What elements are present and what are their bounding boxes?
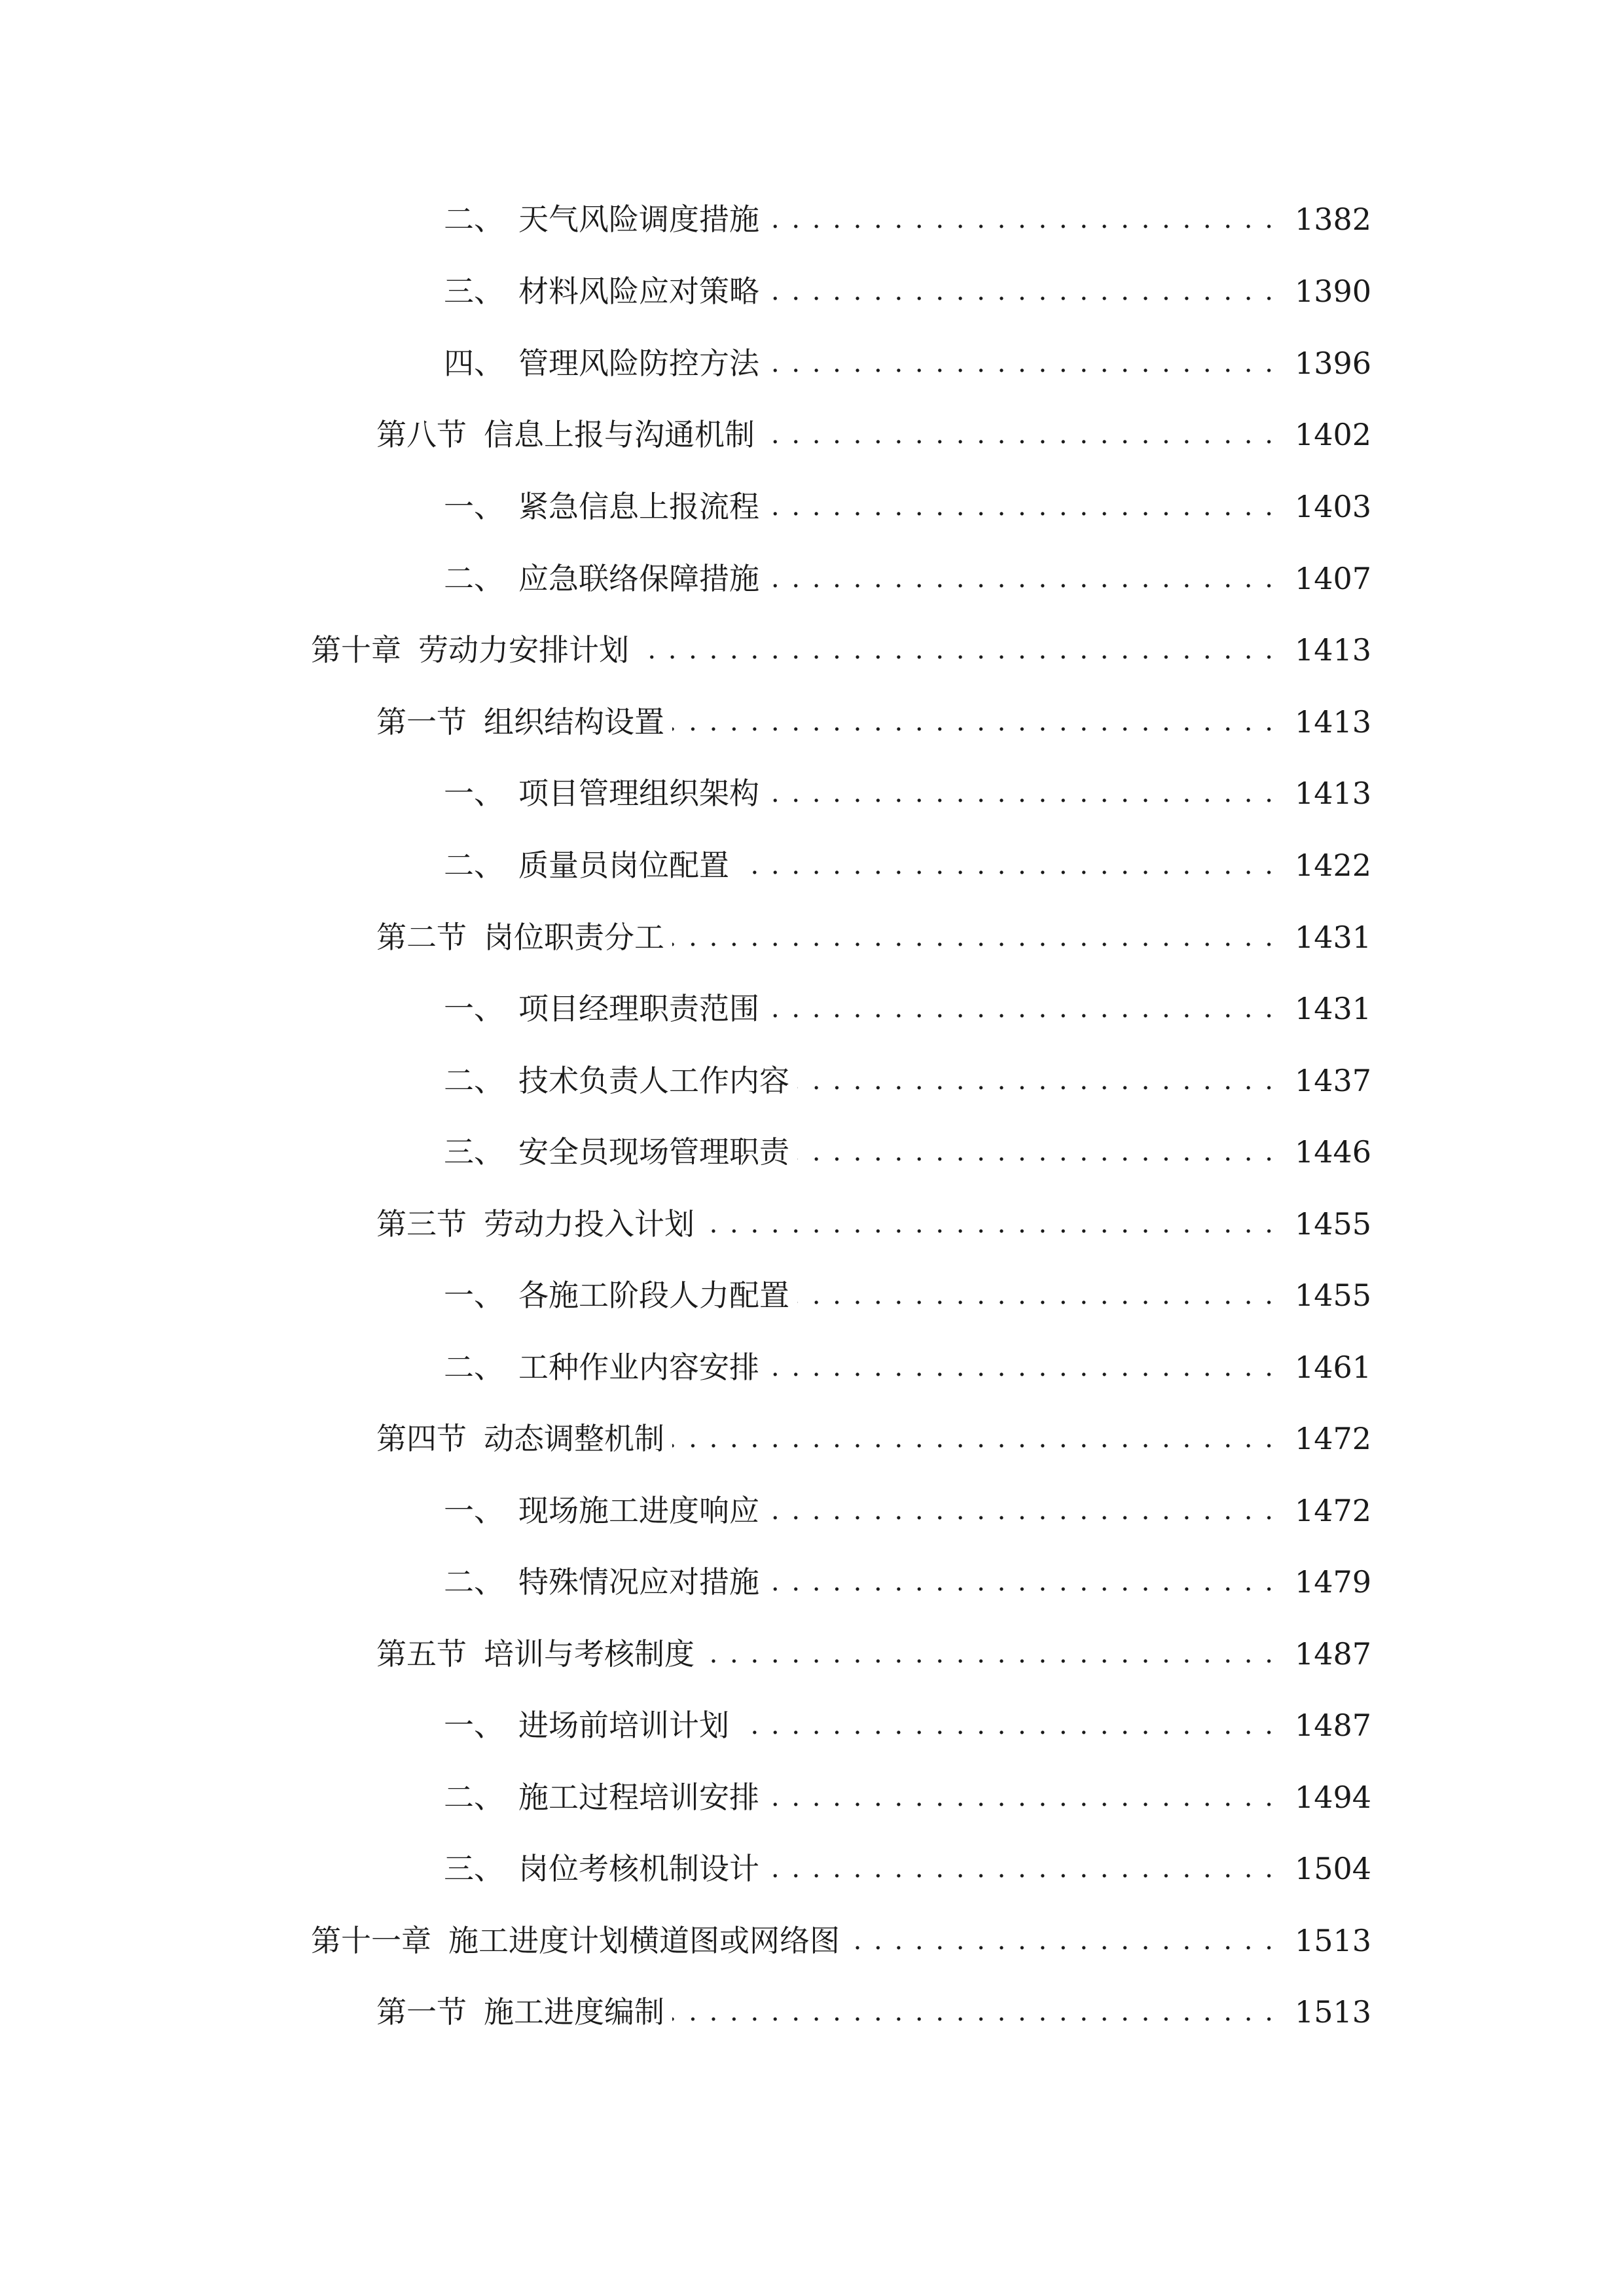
- dot-leader: [767, 767, 1275, 819]
- toc-entry[interactable]: [444, 265, 1371, 317]
- toc-entry-number: 第二节: [376, 920, 467, 955]
- toc-entry-page: 1413: [1294, 632, 1371, 668]
- toc-entry-page: 1422: [1294, 848, 1371, 883]
- toc-entry-page: 1472: [1294, 1421, 1371, 1456]
- toc-entry-number: 三、: [444, 1134, 504, 1170]
- toc-entry-title: 项目经理职责范围: [518, 991, 759, 1026]
- toc-entry-number: 二、: [444, 1063, 504, 1098]
- toc-entry-title: 岗位职责分工: [484, 920, 664, 955]
- toc-entry-page: 1504: [1294, 1851, 1371, 1886]
- toc-entry-title: 管理风险防控方法: [518, 346, 759, 381]
- toc-entry-page: 1461: [1294, 1350, 1371, 1385]
- toc-entry[interactable]: [376, 1412, 1371, 1465]
- toc-entry[interactable]: [444, 1269, 1371, 1321]
- dot-leader: [767, 480, 1275, 533]
- toc-entry-page: 1396: [1294, 346, 1371, 381]
- toc-entry-number: 第一节: [376, 1994, 467, 2030]
- toc-entry-number: 第十一章: [311, 1923, 431, 1958]
- toc-entry-page: 1487: [1294, 1636, 1371, 1672]
- dot-leader: [767, 193, 1275, 245]
- dot-leader: [737, 839, 1275, 891]
- toc-entry-page: 1513: [1294, 1923, 1371, 1958]
- dot-leader: [767, 552, 1275, 605]
- toc-entry-title: 各施工阶段人力配置: [518, 1278, 789, 1313]
- toc-entry-page: 1403: [1294, 489, 1371, 524]
- toc-entry-page: 1455: [1294, 1278, 1371, 1313]
- toc-entry-title: 安全员现场管理职责: [518, 1134, 789, 1170]
- toc-entry[interactable]: [444, 1556, 1371, 1608]
- toc-entry-title: 材料风险应对策略: [518, 274, 759, 309]
- toc-entry[interactable]: [376, 1986, 1371, 2038]
- toc-entry-number: 二、: [444, 202, 504, 237]
- toc-entry-title: 应急联络保障措施: [518, 561, 759, 596]
- toc-entry-page: 1487: [1294, 1708, 1371, 1743]
- dot-leader: [767, 1556, 1275, 1608]
- dot-leader: [767, 1484, 1275, 1537]
- toc-entry-number: 一、: [444, 1278, 504, 1313]
- toc-entry[interactable]: [311, 1914, 1371, 1967]
- dot-leader: [672, 1412, 1275, 1465]
- toc-entry-title: 施工过程培训安排: [518, 1780, 759, 1815]
- toc-entry-number: 四、: [444, 346, 504, 381]
- dot-leader: [767, 265, 1275, 317]
- toc-entry-number: 第三节: [376, 1206, 467, 1242]
- toc-entry-title: 施工进度计划横道图或网络图: [448, 1923, 840, 1958]
- toc-entry[interactable]: [376, 1628, 1371, 1680]
- dot-leader: [797, 1126, 1275, 1178]
- dot-leader: [767, 337, 1275, 389]
- dot-leader: [763, 408, 1275, 461]
- toc-entry-page: 1455: [1294, 1206, 1371, 1242]
- toc-entry[interactable]: [444, 337, 1371, 389]
- dot-leader: [767, 1771, 1275, 1823]
- toc-entry-page: 1390: [1294, 274, 1371, 309]
- toc-entry-page: 1437: [1294, 1063, 1371, 1098]
- toc-entry-page: 1472: [1294, 1493, 1371, 1528]
- toc-entry-number: 二、: [444, 1780, 504, 1815]
- toc-entry-page: 1479: [1294, 1564, 1371, 1600]
- toc-entry[interactable]: [444, 1842, 1371, 1895]
- toc-entry-page: 1402: [1294, 417, 1371, 452]
- toc-entry-page: 1494: [1294, 1780, 1371, 1815]
- dot-leader: [637, 624, 1275, 676]
- toc-entry[interactable]: [376, 1198, 1371, 1250]
- dot-leader: [848, 1914, 1275, 1967]
- toc-entry-number: 一、: [444, 489, 504, 524]
- dot-leader: [767, 1341, 1275, 1393]
- dot-leader: [797, 1269, 1275, 1321]
- toc-entry-page: 1413: [1294, 704, 1371, 740]
- toc-entry[interactable]: [444, 767, 1371, 819]
- toc-entry[interactable]: [444, 193, 1371, 245]
- toc-entry-number: 二、: [444, 1564, 504, 1600]
- dot-leader: [672, 1986, 1275, 2038]
- toc-entry-number: 第八节: [376, 417, 467, 452]
- toc-entry[interactable]: [376, 911, 1371, 963]
- dot-leader: [737, 1699, 1275, 1751]
- toc-entry-page: 1407: [1294, 561, 1371, 596]
- toc-entry-title: 进场前培训计划: [518, 1708, 729, 1743]
- toc-entry-number: 一、: [444, 1493, 504, 1528]
- toc-entry-number: 一、: [444, 1708, 504, 1743]
- toc-entry-number: 第五节: [376, 1636, 467, 1672]
- toc-entry-title: 紧急信息上报流程: [518, 489, 759, 524]
- toc-entry-number: 第一节: [376, 704, 467, 740]
- toc-entry-number: 第十章: [311, 632, 401, 668]
- toc-entry-number: 三、: [444, 274, 504, 309]
- toc-entry-title: 技术负责人工作内容: [518, 1063, 789, 1098]
- toc-entry-number: 第四节: [376, 1421, 467, 1456]
- toc-entry-page: 1382: [1294, 202, 1371, 237]
- toc-entry[interactable]: [444, 839, 1371, 891]
- toc-entry[interactable]: [444, 480, 1371, 533]
- toc-entry-title: 工种作业内容安排: [518, 1350, 759, 1385]
- toc-entry[interactable]: [444, 1054, 1371, 1107]
- toc-entry-title: 动态调整机制: [484, 1421, 664, 1456]
- toc-entry[interactable]: [444, 1126, 1371, 1178]
- toc-entry-page: 1413: [1294, 776, 1371, 811]
- toc-entry[interactable]: [444, 982, 1371, 1035]
- toc-entry[interactable]: [376, 408, 1371, 461]
- toc-entry-number: 三、: [444, 1851, 504, 1886]
- toc-entry-number: 一、: [444, 776, 504, 811]
- dot-leader: [797, 1054, 1275, 1107]
- toc-entry[interactable]: [376, 696, 1371, 748]
- toc-entry-title: 岗位考核机制设计: [518, 1851, 759, 1886]
- toc-entry[interactable]: [444, 1771, 1371, 1823]
- dot-leader: [672, 911, 1275, 963]
- toc-entry-number: 一、: [444, 991, 504, 1026]
- toc-entry-title: 施工进度编制: [484, 1994, 664, 2030]
- dot-leader: [702, 1628, 1275, 1680]
- toc-entry[interactable]: [444, 552, 1371, 605]
- toc-entry[interactable]: [444, 1699, 1371, 1751]
- dot-leader: [767, 1842, 1275, 1895]
- toc-entry-page: 1431: [1294, 991, 1371, 1026]
- toc-entry-page: 1446: [1294, 1134, 1371, 1170]
- toc-entry-page: 1513: [1294, 1994, 1371, 2030]
- toc-entry-title: 信息上报与沟通机制: [484, 417, 755, 452]
- toc-entry[interactable]: [444, 1484, 1371, 1537]
- toc-entry-number: 二、: [444, 848, 504, 883]
- toc-entry-title: 组织结构设置: [484, 704, 664, 740]
- toc-entry-number: 二、: [444, 1350, 504, 1385]
- toc-entry-number: 二、: [444, 561, 504, 596]
- toc-entry-page: 1431: [1294, 920, 1371, 955]
- dot-leader: [702, 1198, 1275, 1250]
- toc-entry-title: 培训与考核制度: [484, 1636, 695, 1672]
- toc-entry-title: 特殊情况应对措施: [518, 1564, 759, 1600]
- dot-leader: [672, 696, 1275, 748]
- toc-entry-title: 项目管理组织架构: [518, 776, 759, 811]
- toc-entry[interactable]: [311, 624, 1371, 676]
- toc-entry-title: 现场施工进度响应: [518, 1493, 759, 1528]
- dot-leader: [767, 982, 1275, 1035]
- toc-entry-title: 质量员岗位配置: [518, 848, 729, 883]
- toc-entry-title: 天气风险调度措施: [518, 202, 759, 237]
- toc-entry[interactable]: [444, 1341, 1371, 1393]
- toc-entry-title: 劳动力安排计划: [418, 632, 629, 668]
- toc-entry-title: 劳动力投入计划: [484, 1206, 695, 1242]
